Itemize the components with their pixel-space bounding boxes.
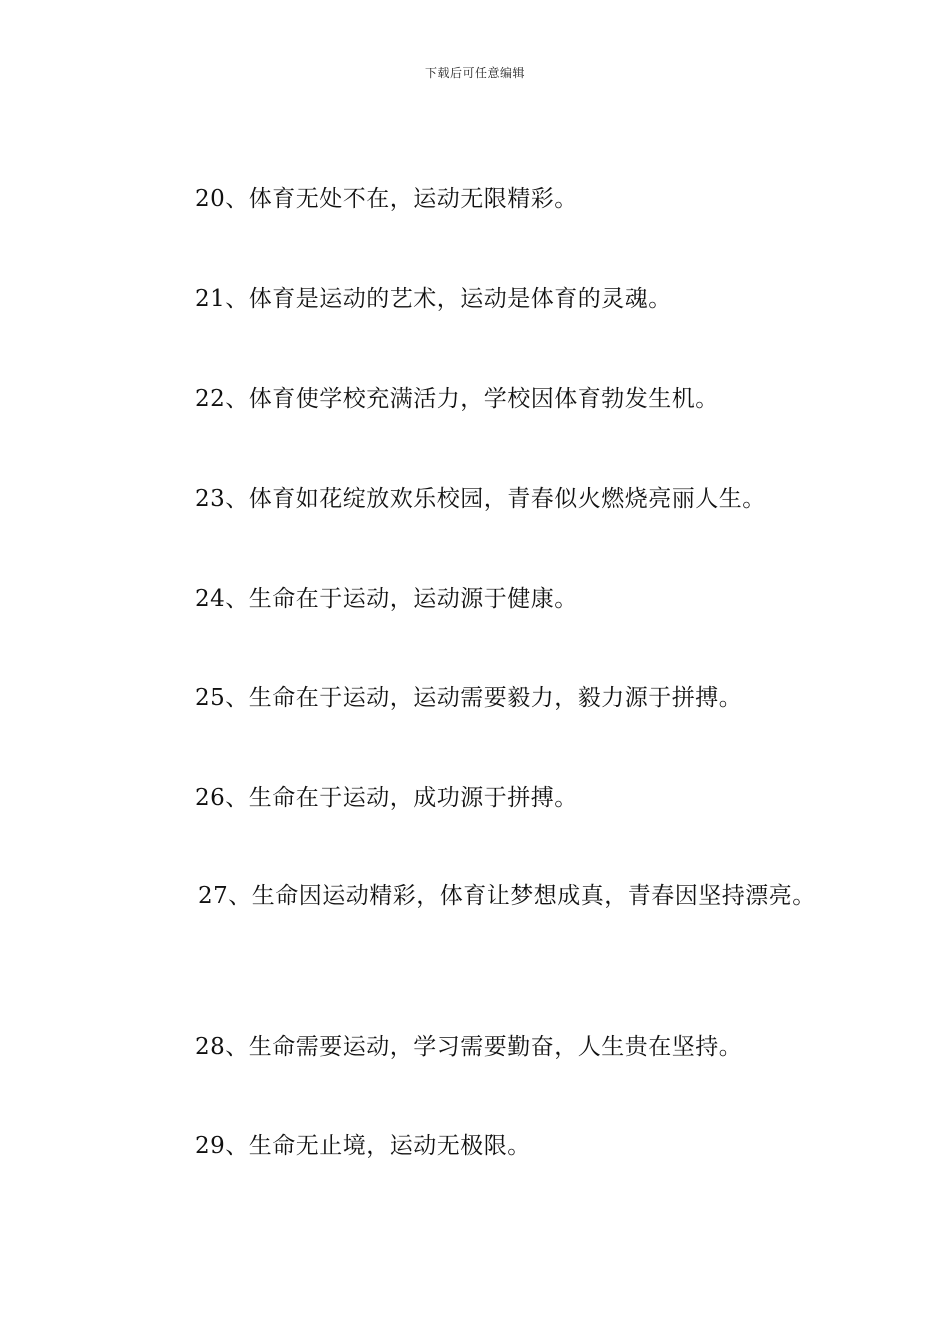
list-item: 21、体育是运动的艺术，运动是体育的灵魂。: [195, 286, 672, 312]
list-item: 26、生命在于运动，成功源于拼搏。: [195, 785, 578, 811]
list-item: 27、生命因运动精彩，体育让梦想成真，青春因坚持漂亮。: [198, 883, 816, 909]
list-item: 28、生命需要运动，学习需要勤奋，人生贵在坚持。: [195, 1034, 743, 1060]
list-item: 29、生命无止境，运动无极限。: [195, 1133, 531, 1159]
list-item: 24、生命在于运动，运动源于健康。: [195, 586, 578, 612]
list-item: 22、体育使学校充满活力，学校因体育勃发生机。: [195, 386, 719, 412]
list-item: 20、体育无处不在，运动无限精彩。: [195, 186, 578, 212]
list-item: 25、生命在于运动，运动需要毅力，毅力源于拼搏。: [195, 685, 743, 711]
page-header: 下载后可任意编辑: [424, 66, 525, 80]
list-item: 23、体育如花绽放欢乐校园，青春似火燃烧亮丽人生。: [195, 486, 766, 512]
